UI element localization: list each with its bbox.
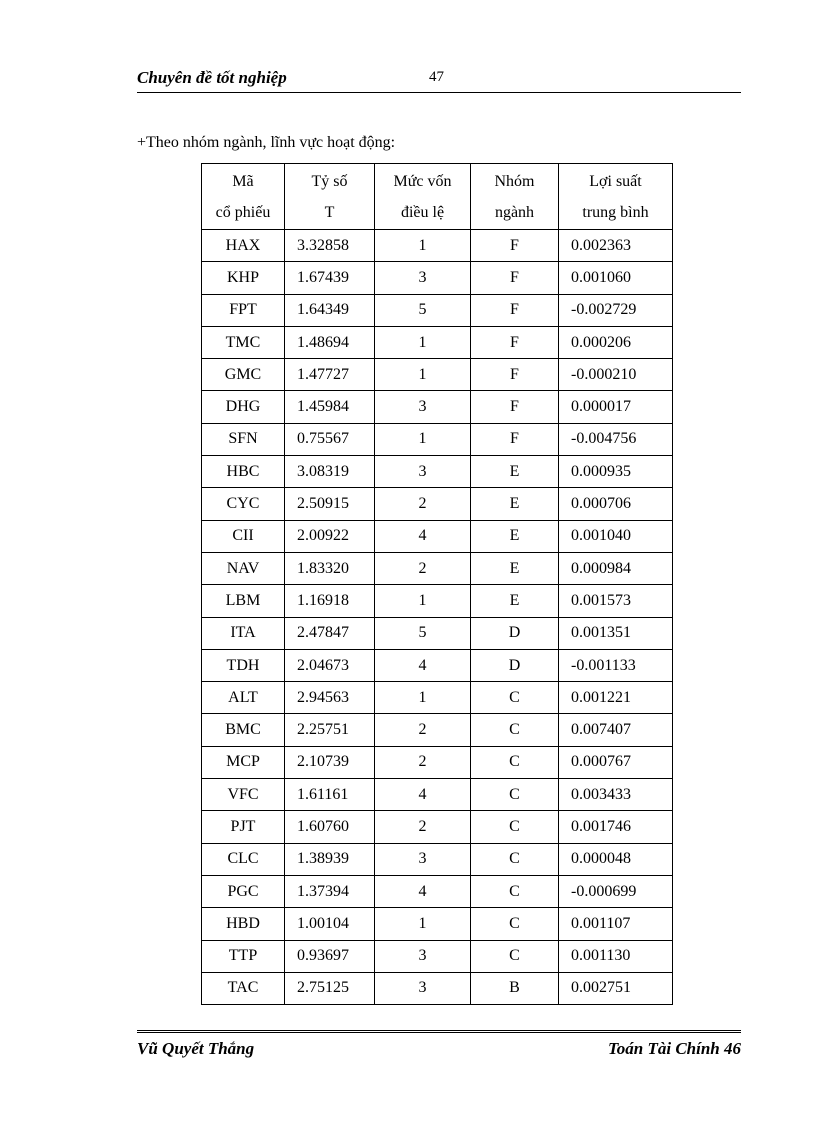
capital-level-cell: 4 (375, 779, 471, 811)
ticker-cell: TDH (202, 649, 285, 681)
table-row (202, 811, 673, 843)
table-row (202, 682, 673, 714)
column-header-line: cổ phiếu (215, 203, 271, 221)
sector-cell: C (471, 875, 559, 907)
mean-return-cell: 0.000984 (559, 552, 673, 584)
column-header-line: trung bình (582, 203, 649, 221)
mean-return-cell: 0.003433 (559, 779, 673, 811)
capital-level-cell: 5 (375, 617, 471, 649)
ticker-cell: HBD (202, 908, 285, 940)
mean-return-cell: 0.001130 (559, 940, 673, 972)
ratio-cell: 1.47727 (285, 359, 375, 391)
table-row (202, 391, 673, 423)
mean-return-cell: 0.001573 (559, 585, 673, 617)
ticker-cell: PJT (202, 811, 285, 843)
ratio-cell: 1.67439 (285, 262, 375, 294)
ticker-cell: MCP (202, 746, 285, 778)
table-row (202, 262, 673, 294)
mean-return-cell: 0.000206 (559, 326, 673, 358)
table-row (202, 714, 673, 746)
mean-return-cell: 0.001107 (559, 908, 673, 940)
table-row (202, 875, 673, 907)
column-header-line: T (324, 203, 335, 221)
ticker-cell: PGC (202, 875, 285, 907)
document-title: Chuyên đề tốt nghiệp (137, 68, 287, 87)
sector-cell: F (471, 326, 559, 358)
table-row (202, 617, 673, 649)
ratio-cell: 1.45984 (285, 391, 375, 423)
ratio-cell: 2.94563 (285, 682, 375, 714)
capital-level-cell: 2 (375, 552, 471, 584)
table-row (202, 326, 673, 358)
ticker-cell: GMC (202, 359, 285, 391)
mean-return-cell: -0.004756 (559, 423, 673, 455)
ratio-cell: 1.00104 (285, 908, 375, 940)
class-name: Toán Tài Chính 46 (607, 1039, 741, 1058)
capital-level-cell: 3 (375, 972, 471, 1004)
mean-return-cell: 0.000767 (559, 746, 673, 778)
mean-return-cell: 0.001351 (559, 617, 673, 649)
ratio-cell: 0.75567 (285, 423, 375, 455)
section-intro-text: +Theo nhóm ngành, lĩnh vực hoạt động: (137, 134, 396, 151)
mean-return-cell: 0.000935 (559, 456, 673, 488)
capital-level-cell: 1 (375, 326, 471, 358)
sector-cell: E (471, 585, 559, 617)
ticker-cell: ITA (202, 617, 285, 649)
mean-return-cell: 0.001746 (559, 811, 673, 843)
capital-level-cell: 1 (375, 230, 471, 262)
sector-cell: F (471, 391, 559, 423)
capital-level-cell: 3 (375, 940, 471, 972)
mean-return-cell: -0.001133 (559, 649, 673, 681)
ratio-cell: 1.60760 (285, 811, 375, 843)
column-header-line: ngành (494, 203, 535, 221)
ticker-cell: HAX (202, 230, 285, 262)
column-header-line: Lợi suất (589, 172, 642, 190)
capital-level-cell: 4 (375, 875, 471, 907)
ratio-cell: 1.16918 (285, 585, 375, 617)
mean-return-cell: 0.000017 (559, 391, 673, 423)
capital-level-cell: 1 (375, 423, 471, 455)
sector-cell: C (471, 746, 559, 778)
ratio-cell: 1.38939 (285, 843, 375, 875)
column-header-capital (375, 164, 471, 230)
capital-level-cell: 3 (375, 391, 471, 423)
sector-cell: C (471, 908, 559, 940)
ticker-cell: FPT (202, 294, 285, 326)
ratio-cell: 1.61161 (285, 779, 375, 811)
capital-level-cell: 1 (375, 359, 471, 391)
capital-level-cell: 4 (375, 520, 471, 552)
table-row (202, 423, 673, 455)
sector-cell: C (471, 779, 559, 811)
sector-cell: C (471, 843, 559, 875)
ratio-cell: 3.08319 (285, 456, 375, 488)
ratio-cell: 2.00922 (285, 520, 375, 552)
sector-cell: C (471, 714, 559, 746)
mean-return-cell: 0.002751 (559, 972, 673, 1004)
table-row (202, 520, 673, 552)
column-header-line: Tỷ số (311, 172, 348, 190)
sector-cell: E (471, 488, 559, 520)
table-row (202, 230, 673, 262)
mean-return-cell: -0.000210 (559, 359, 673, 391)
ratio-cell: 2.47847 (285, 617, 375, 649)
capital-level-cell: 3 (375, 456, 471, 488)
table-row (202, 649, 673, 681)
column-header-line: Mã (232, 172, 254, 190)
table-row (202, 488, 673, 520)
table-row (202, 843, 673, 875)
ticker-cell: CII (202, 520, 285, 552)
capital-level-cell: 1 (375, 585, 471, 617)
ticker-cell: BMC (202, 714, 285, 746)
mean-return-cell: 0.001040 (559, 520, 673, 552)
table-row (202, 940, 673, 972)
ticker-cell: VFC (202, 779, 285, 811)
table-row (202, 456, 673, 488)
ticker-cell: SFN (202, 423, 285, 455)
ratio-cell: 2.75125 (285, 972, 375, 1004)
sector-cell: B (471, 972, 559, 1004)
sector-cell: C (471, 682, 559, 714)
ratio-cell: 1.37394 (285, 875, 375, 907)
table-row (202, 972, 673, 1004)
mean-return-cell: 0.007407 (559, 714, 673, 746)
stock-table (201, 163, 673, 1005)
capital-level-cell: 1 (375, 682, 471, 714)
capital-level-cell: 5 (375, 294, 471, 326)
table-row (202, 908, 673, 940)
table-body (202, 230, 673, 1005)
ticker-cell: ALT (202, 682, 285, 714)
ratio-cell: 2.25751 (285, 714, 375, 746)
ratio-cell: 1.48694 (285, 326, 375, 358)
ticker-cell: NAV (202, 552, 285, 584)
table-row (202, 552, 673, 584)
capital-level-cell: 1 (375, 908, 471, 940)
sector-cell: F (471, 230, 559, 262)
sector-cell: E (471, 520, 559, 552)
ticker-cell: TTP (202, 940, 285, 972)
sector-cell: F (471, 294, 559, 326)
ratio-cell: 2.10739 (285, 746, 375, 778)
capital-level-cell: 3 (375, 843, 471, 875)
mean-return-cell: 0.000706 (559, 488, 673, 520)
ratio-cell: 0.93697 (285, 940, 375, 972)
table-row (202, 779, 673, 811)
mean-return-cell: 0.000048 (559, 843, 673, 875)
ticker-cell: DHG (202, 391, 285, 423)
table-row (202, 746, 673, 778)
page-number: 47 (429, 69, 444, 85)
ticker-cell: HBC (202, 456, 285, 488)
table-row (202, 585, 673, 617)
mean-return-cell: 0.001060 (559, 262, 673, 294)
column-header-return (559, 164, 673, 230)
capital-level-cell: 2 (375, 746, 471, 778)
column-header-sector (471, 164, 559, 230)
ticker-cell: TMC (202, 326, 285, 358)
column-header-ratio (285, 164, 375, 230)
table-row (202, 294, 673, 326)
sector-cell: F (471, 262, 559, 294)
mean-return-cell: -0.002729 (559, 294, 673, 326)
mean-return-cell: 0.002363 (559, 230, 673, 262)
table-row (202, 359, 673, 391)
sector-cell: E (471, 456, 559, 488)
capital-level-cell: 3 (375, 262, 471, 294)
sector-cell: C (471, 940, 559, 972)
sector-cell: F (471, 359, 559, 391)
author-name: Vũ Quyết Thắng (137, 1039, 255, 1058)
ratio-cell: 1.64349 (285, 294, 375, 326)
column-header-line: Nhóm (494, 172, 535, 190)
sector-cell: F (471, 423, 559, 455)
capital-level-cell: 4 (375, 649, 471, 681)
page-header (137, 66, 741, 93)
ticker-cell: CLC (202, 843, 285, 875)
ratio-cell: 2.50915 (285, 488, 375, 520)
ratio-cell: 2.04673 (285, 649, 375, 681)
ticker-cell: KHP (202, 262, 285, 294)
ticker-cell: TAC (202, 972, 285, 1004)
sector-cell: D (471, 617, 559, 649)
page-footer (137, 1030, 741, 1063)
column-header-line: Mức vốn (393, 172, 452, 190)
ticker-cell: LBM (202, 585, 285, 617)
mean-return-cell: 0.001221 (559, 682, 673, 714)
ratio-cell: 1.83320 (285, 552, 375, 584)
ratio-cell: 3.32858 (285, 230, 375, 262)
sector-cell: E (471, 552, 559, 584)
sector-cell: C (471, 811, 559, 843)
mean-return-cell: -0.000699 (559, 875, 673, 907)
sector-cell: D (471, 649, 559, 681)
column-header-ticker (202, 164, 285, 230)
ticker-cell: CYC (202, 488, 285, 520)
table-header-row (202, 164, 673, 230)
capital-level-cell: 2 (375, 811, 471, 843)
column-header-line: điều lệ (400, 203, 445, 221)
capital-level-cell: 2 (375, 488, 471, 520)
capital-level-cell: 2 (375, 714, 471, 746)
